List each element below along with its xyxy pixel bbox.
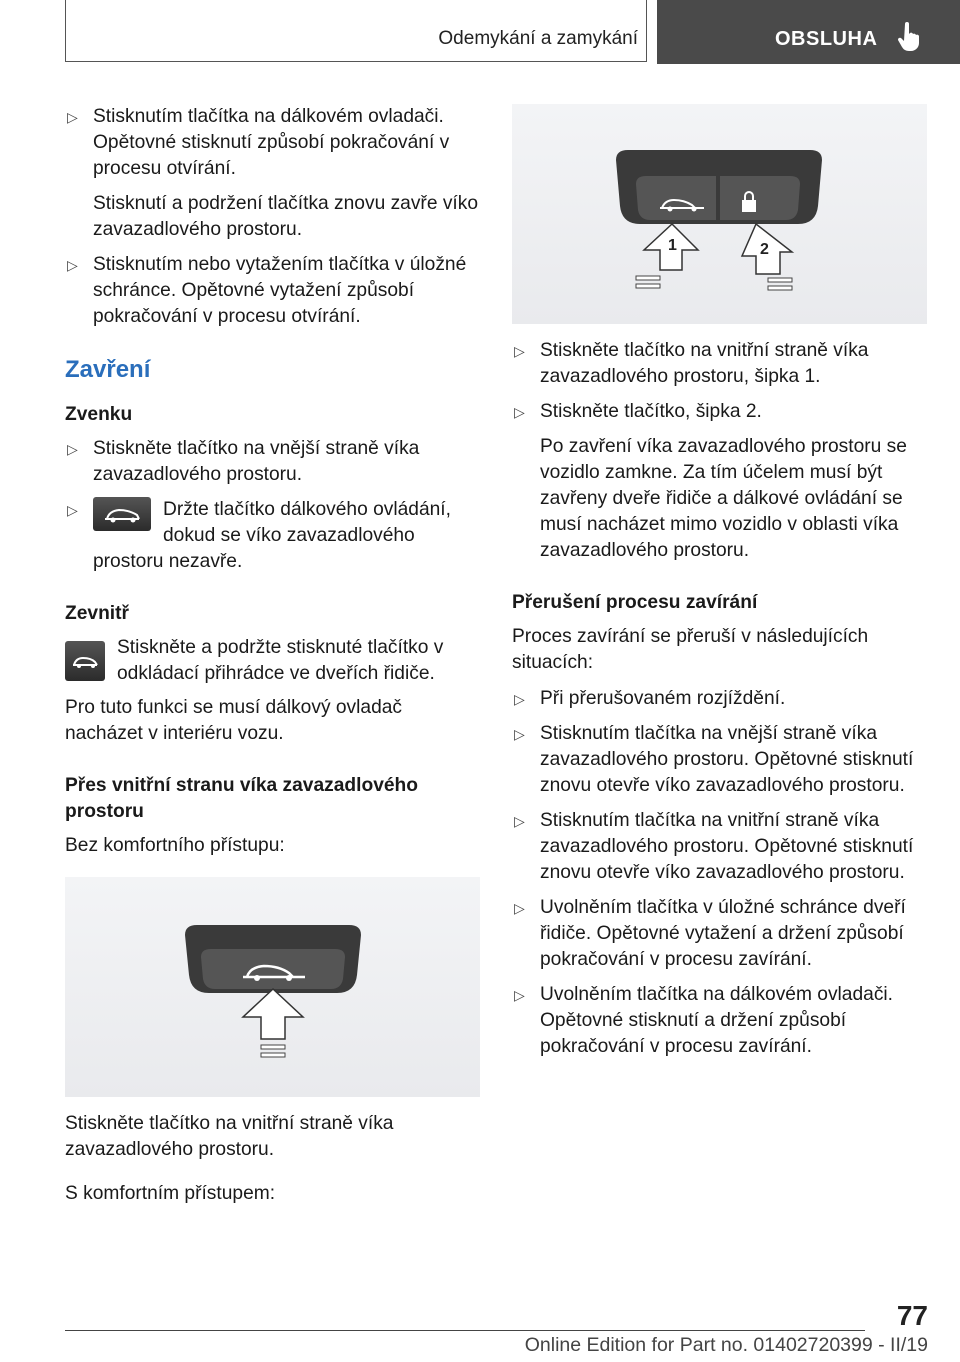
list-item xyxy=(65,104,483,182)
bullet-triangle-icon: ▷ xyxy=(67,441,78,457)
preruseni-text: Proces zavírání se přeruší v následujících situacích: xyxy=(512,626,869,673)
hand-pointer-icon xyxy=(897,22,923,52)
s-komfort-text: S komfortním přístupem: xyxy=(65,1183,276,1204)
chapter-title: OBSLUHA xyxy=(775,28,878,50)
edition-footer[interactable]: Online Edition for Part no. 01402720399 - II/19 xyxy=(524,1334,928,1356)
bullet-triangle-icon: ▷ xyxy=(514,987,525,1003)
subheading-zvenku: Zvenku xyxy=(65,404,133,425)
zevnitr-instruction xyxy=(65,635,483,687)
list-item xyxy=(65,252,483,330)
trunk-button-illustration xyxy=(65,877,480,1097)
list-item xyxy=(512,399,930,425)
subheading-pres: Přes vnitřní stranu víka zavazadlového prostoru xyxy=(65,775,418,822)
bullet-triangle-icon: ▷ xyxy=(67,502,78,518)
remote-trunk-button-icon xyxy=(93,497,151,531)
list-item-text: Stisknutím tlačítka na vnější straně víka zavazadlového prostoru. Opětovné stisknutí znovu otevře víko zavazadlového prostoru. xyxy=(540,723,914,796)
list-item xyxy=(512,338,930,390)
bullet-triangle-icon: ▷ xyxy=(514,404,525,420)
list-item xyxy=(65,497,483,575)
bullet-triangle-icon: ▷ xyxy=(67,257,78,273)
list-item xyxy=(512,895,930,973)
list-item-text: Držte tlačítko dálkového ovládání, dokud se víko zavazadlového prostoru nezavře. xyxy=(93,499,451,572)
bullet-triangle-icon: ▷ xyxy=(514,343,525,359)
list-item-text: Stiskněte tlačítko na vnější straně víka zavazadlového prostoru. xyxy=(93,438,420,485)
list-item-text: Stisknutím tlačítka na vnitřní straně víka zavazadlového prostoru. Opětovné stisknutí znovu otevře víko zavazadlového prostoru. xyxy=(540,810,914,883)
chapter-tab[interactable] xyxy=(657,0,960,64)
section-heading: Zavření xyxy=(65,356,151,383)
list-item-text: Uvolněním tlačítka v úložné schránce dveří řidiče. Opětovné vytažení a držení způsobí pokračování v procesu zavírání. xyxy=(540,897,906,970)
left-column xyxy=(65,104,483,1207)
zevnitr-note: Pro tuto funkci se musí dálkový ovladač nacházet v interiéru vozu. xyxy=(65,697,403,744)
list-item xyxy=(512,808,930,886)
bez-text: Bez komfortního přístupu: xyxy=(65,835,285,856)
figure-caption: Stiskněte tlačítko na vnitřní straně víka zavazadlového prostoru. xyxy=(65,1113,394,1160)
list-item-text: Stiskněte tlačítko, šipka 2. xyxy=(540,401,762,422)
section-title: Odemykání a zamykání xyxy=(438,28,638,49)
list-item-text: Stiskněte tlačítko na vnitřní straně víka zavazadlového prostoru, šipka 1. xyxy=(540,340,869,387)
arrow-label-1: 1 xyxy=(668,237,677,254)
bullet-triangle-icon: ▷ xyxy=(514,691,525,707)
bullet-triangle-icon: ▷ xyxy=(514,726,525,742)
door-trunk-button-icon xyxy=(65,641,105,681)
zevnitr-text: Stiskněte a podržte stisknuté tlačítko v odkládací přihrádce ve dveřích řidiče. xyxy=(117,637,444,684)
arrow-label-2: 2 xyxy=(760,241,769,258)
list-item-subtext: Stisknutí a podržení tlačítka znovu zavře víko zavazadlového prostoru. xyxy=(93,193,479,240)
two-buttons-illustration xyxy=(512,104,927,324)
list-item-subtext: Po zavření víka zavazadlového prostoru se vozidlo zamkne. Za tím účelem musí být zavřeny dveře řidiče a dálkové ovládání se musí nacházet mimo vozidlo v oblasti víka zavazadlového prostoru. xyxy=(540,436,907,561)
subheading-zevnitr: Zevnitř xyxy=(65,603,129,624)
bullet-triangle-icon: ▷ xyxy=(67,109,78,125)
bullet-triangle-icon: ▷ xyxy=(514,813,525,829)
list-item-text: Uvolněním tlačítka na dálkovém ovladači. Opětovné stisknutí a držení způsobí pokračování v procesu zavírání. xyxy=(540,984,894,1057)
list-item xyxy=(512,721,930,799)
list-item-text: Stisknutím tlačítka na dálkovém ovladači. Opětovné stisknutí způsobí pokračování v procesu otvírání. xyxy=(93,106,450,179)
list-item xyxy=(512,686,930,712)
footer-divider xyxy=(65,1330,865,1331)
list-item xyxy=(512,982,930,1060)
figure-two-buttons xyxy=(512,104,927,324)
list-item-text: Při přerušovaném rozjíždění. xyxy=(540,688,786,709)
right-column xyxy=(512,104,930,1069)
page-number: 77 xyxy=(896,1300,928,1331)
bullet-triangle-icon: ▷ xyxy=(514,900,525,916)
list-item-text: Stisknutím nebo vytažením tlačítka v úložné schránce. Opětovné vytažení způsobí pokračování v procesu otvírání. xyxy=(93,254,467,327)
figure-trunk-button xyxy=(65,877,480,1097)
subheading-preruseni: Přerušení procesu zavírání xyxy=(512,592,758,613)
list-item xyxy=(65,436,483,488)
